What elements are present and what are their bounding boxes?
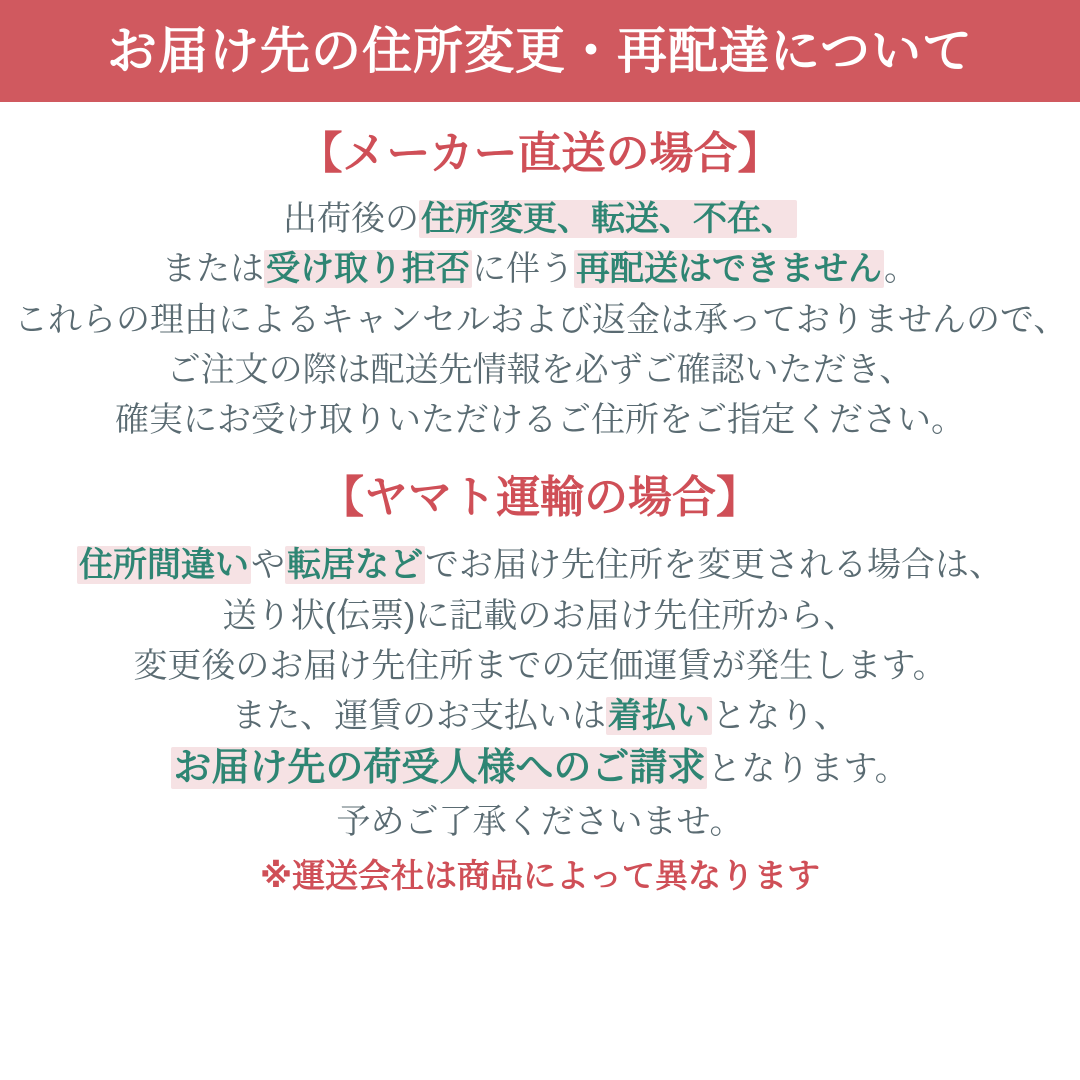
- line-text: 出荷後の: [283, 200, 419, 238]
- notice-line: [14, 642, 1066, 690]
- line-text: でお届け先住所を変更される場合は、: [425, 546, 1003, 585]
- highlight-text: お届け先の荷受人様へのご請求: [173, 747, 706, 790]
- footer-note: ※運送会社は商品によって異なります: [259, 856, 821, 894]
- notice-body: [0, 102, 1080, 898]
- line-text: また、運賃のお支払いは: [232, 697, 606, 736]
- page-banner: [0, 0, 1080, 102]
- highlight-text: 受け取り拒否: [266, 250, 470, 289]
- line-text: または: [162, 250, 264, 289]
- highlight-text: 転居など: [287, 546, 423, 585]
- section-heading-yamato: 【ヤマト運輸の場合】: [320, 473, 760, 523]
- line-text: となります。: [707, 750, 909, 789]
- section-heading-maker-direct: 【メーカー直送の場合】: [298, 129, 782, 178]
- notice-line: [14, 396, 1066, 444]
- line-text: 変更後のお届け先住所までの定価運賃が発生します。: [133, 646, 947, 685]
- line-text: や: [251, 546, 285, 585]
- highlight-text: 住所間違い: [79, 546, 249, 585]
- line-text: 送り状(伝票)に記載のお届け先住所から、: [222, 596, 858, 635]
- notice-line: [14, 742, 1066, 796]
- line-text: に伴う: [472, 250, 574, 289]
- notice-line: [14, 798, 1066, 846]
- highlight-text: 着払い: [608, 697, 710, 736]
- notice-line: [14, 541, 1066, 589]
- line-text: 。: [884, 250, 918, 289]
- highlight-text: 再配送はできません: [576, 250, 882, 289]
- line-text: 確実にお受け取りいただけるご住所をご指定ください。: [115, 401, 965, 440]
- notice-line: [14, 592, 1066, 640]
- page-title: お届け先の住所変更・再配達について: [107, 23, 973, 79]
- line-text: これらの理由によるキャンセルおよび返金は承っておりませんので、: [14, 300, 1068, 339]
- line-text: ご注文の際は配送先情報を必ずご確認いただき、: [166, 350, 914, 389]
- highlight-text: 住所変更、転送、不在、: [421, 200, 795, 238]
- notice-line: [14, 296, 1066, 344]
- line-text: となり、: [712, 697, 848, 736]
- notice-line: [14, 346, 1066, 394]
- line-text: 予めご了承くださいませ。: [336, 803, 744, 842]
- notice-line: [14, 195, 1066, 243]
- notice-line: [14, 245, 1066, 293]
- notice-line: [14, 692, 1066, 740]
